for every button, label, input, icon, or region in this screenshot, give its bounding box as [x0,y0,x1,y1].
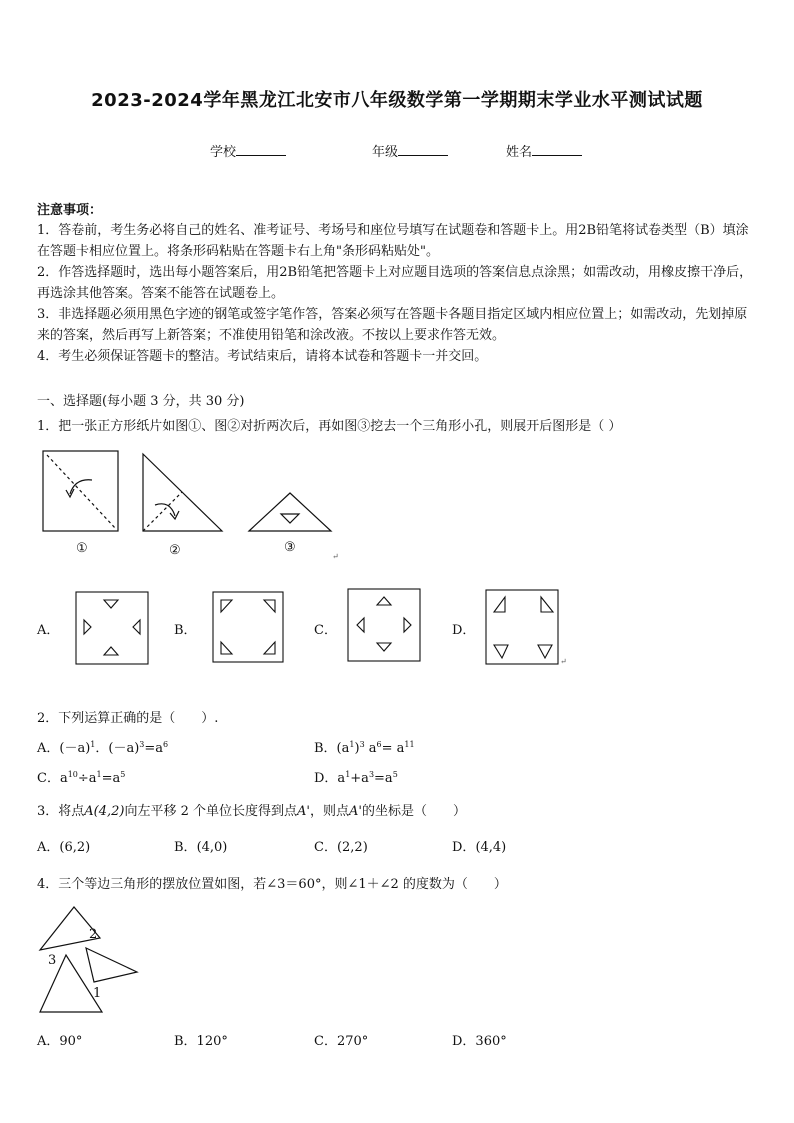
q3-part: 的坐标是（ ） [362,804,467,819]
fig-label: ③ [284,540,296,555]
exponent: 6 [163,740,169,749]
q3-point-prime: A' [349,804,362,819]
exponent: 6 [376,740,382,749]
opt-text: ．(－a) [95,741,140,756]
triangle-right [86,948,137,982]
q4-option-b[interactable]: B．120° [174,1034,228,1049]
exponent: 1 [90,740,96,749]
q3-point-prime: A' [297,804,311,819]
opt-value: (4,0) [196,840,228,855]
exponent: 3 [368,770,375,779]
svg-text:↵: ↵ [560,657,567,666]
opt-letter: C． [314,840,337,855]
question-2-text: 2．下列运算正确的是（ ）. [37,711,219,726]
opt-value: (6,2) [59,840,91,855]
angle-label-1: 1 [93,986,102,1001]
opt-text: =a [374,771,393,786]
section-heading: 一、选择题(每小题 3 分，共 30 分) [37,394,245,409]
opt-text: D．a [314,771,346,786]
exponent: 5 [120,770,126,779]
q4-option-a[interactable]: A．90° [37,1034,83,1049]
exponent: 3 [139,740,145,749]
opt-text: ) [354,741,360,756]
q1-option-a[interactable]: A． [37,623,60,638]
opt-text: A．(－a) [37,741,91,756]
school-label: 学校 [210,145,237,160]
opt-value: (2,2) [336,840,368,855]
svg-text:↵: ↵ [332,552,339,561]
q4-option-d[interactable]: D．360° [452,1034,507,1049]
page-title: 2023-2024学年黑龙江北安市八年级数学第一学期期末学业水平测试试题 [91,90,703,111]
q3-point: A(4,2) [84,804,125,819]
opt-text: B．(a [314,741,350,756]
question-1-text: 1．把一张正方形纸片如图①、图②对折两次后，再如图③挖去一个三角形小孔，则展开后图形是（ ） [37,419,622,434]
angle-label-3: 3 [48,953,57,968]
note-item: 1．答卷前，考生务必将自己的姓名、准考证号、考场号和座位号填写在试题卷和答题卡上。用2B铅笔将试卷类型（B）填涂在答题卡相应位置上。将条形码粘贴在答题卡右上角"条形码粘贴处"。 [37,223,749,259]
exponent: 11 [404,740,415,749]
q3-part: 向左平移 2 个单位长度得到点 [124,804,298,819]
opt-text: = a [381,741,405,756]
fig-label: ② [169,543,181,558]
q1-option-b[interactable]: B． [174,623,197,638]
exponent: 10 [67,770,78,779]
opt-text: =a [101,771,121,786]
exponent: 1 [349,740,355,749]
exponent: 3 [359,740,365,749]
opt-text: =a [144,741,164,756]
opt-text: +a [350,771,369,786]
opt-letter: A． [37,840,60,855]
opt-value: (4,4) [475,840,507,855]
opt-letter: B． [174,840,197,855]
q3-part: ，则点 [310,804,350,819]
q1-option-d[interactable]: D． [452,623,476,638]
q4-option-c[interactable]: C．270° [314,1034,369,1049]
opt-text: C．a [37,771,68,786]
grade-label: 年级 [372,145,399,160]
opt-text: ÷a [77,771,97,786]
question-4-text: 4．三个等边三角形的摆放位置如图，若∠3＝60°，则∠1＋∠2 的度数为（ ） [37,877,507,892]
name-label: 姓名 [506,145,533,160]
angle-label-2: 2 [89,927,98,942]
note-item: 4．考生必须保证答题卡的整洁。考试结束后，请将本试卷和答题卡一并交回。 [37,349,488,364]
exponent: 1 [96,770,102,779]
exponent: 5 [392,770,398,779]
q3-part: 3．将点 [37,804,85,819]
q1-option-c[interactable]: C． [314,623,337,638]
notes-heading: 注意事项： [37,203,103,218]
note-item: 2．作答选择题时，选出每小题答案后，用2B铅笔把答题卡上对应题目选项的答案信息点涂黑；如需改动，用橡皮擦干净后，再选涂其他答案。答案不能答在试题卷上。 [37,265,753,301]
fig-label: ① [76,541,88,556]
note-item: 3．非选择题必须用黑色字迹的钢笔或签字笔作答，答案必须写在答题卡各题目指定区域内相应位置上；如需改动，先划掉原来的答案，然后再写上新答案；不准使用铅笔和涂改液。不按以上要求作答无效。 [37,307,748,343]
opt-text: a [364,741,377,756]
exponent: 1 [345,770,351,779]
opt-letter: D． [452,840,476,855]
